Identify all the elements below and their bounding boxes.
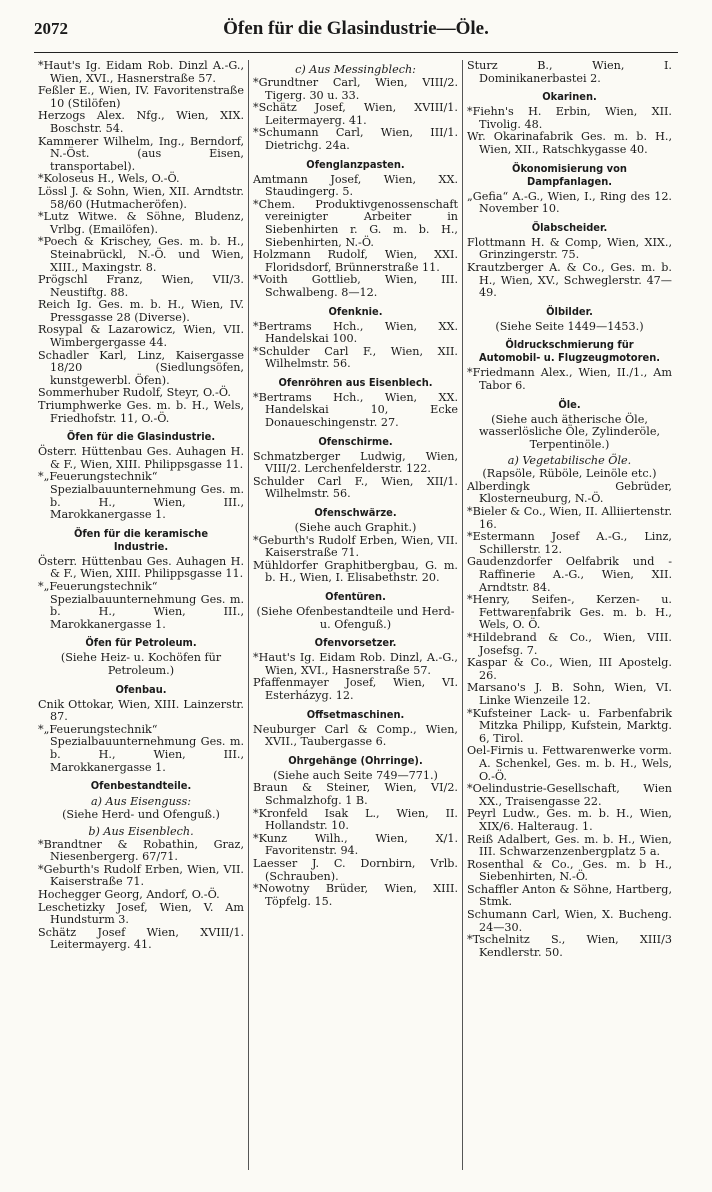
- section-heading: Ohrgehänge (Ohrringe).: [288, 753, 423, 767]
- directory-entry: Österr. Hüttenbau Ges. Auhagen H. & F., Wien, XIII. Philippsgasse 11.: [38, 554, 244, 581]
- directory-entry: Gaudenzdorfer Oelfabrik und -Raffinerie A.-G., Wien, XII. Arndtstr. 84.: [467, 555, 672, 594]
- section-heading: Ofenröhren aus Eisenblech.: [278, 375, 433, 389]
- directory-entry: *Grundtner Carl, Wien, VIII/2. Tigerg. 30 u. 33.: [253, 76, 458, 102]
- running-title: Öfen für die Glasindustrie—Öle.: [223, 18, 489, 39]
- section-heading: Ofenbau.: [115, 682, 167, 696]
- note: (Siehe auch Seite 749—771.): [273, 768, 438, 782]
- column-middle: [248, 60, 462, 1170]
- directory-entry: Laesser J. C. Dornbirn, Vrlb. (Schrauben).: [253, 856, 458, 883]
- section-heading: Ökonomisierung von Dampfanlagen.: [512, 161, 627, 188]
- directory-entry: Sommerhuber Rudolf, Steyr, O.-Ö.: [38, 386, 231, 400]
- directory-entry: Feßler E., Wien, IV. Favoritenstraße 10 (Stilöfen): [38, 84, 244, 110]
- directory-entry: *Bertrams Hch., Wien, XX. Handelskai 10, Ecke Donaueschingenstr. 27.: [253, 390, 458, 430]
- directory-entry: Schaffler Anton & Söhne, Hartberg, Stmk.: [467, 882, 672, 909]
- directory-entry: Holzmann Rudolf, Wien, XXI. Floridsdorf, Brünnerstraße 11.: [253, 248, 458, 274]
- directory-entry: Schmatzberger Ludwig, Wien, VIII/2. Lerchenfelderstr. 122.: [253, 449, 458, 476]
- directory-entry: *Haut's Ig. Eidam Rob. Dinzl, A.-G., Wien, XVI., Hasnerstraße 57.: [253, 651, 458, 677]
- directory-entry: *Kronfeld Isak L., Wien, II. Hollandstr. 10.: [253, 806, 458, 833]
- directory-entry: *„Feuerungstechnik“ Spezialbauunternehmung Ges. m. b. H., Wien, III., Marokkanergasse 1.: [38, 722, 244, 774]
- directory-entry: Braun & Steiner, Wien, VI/2. Schmalzhofg. 1 B.: [253, 781, 458, 807]
- directory-entry: Sturz B., Wien, I. Dominikanerbastei 2.: [467, 60, 672, 85]
- directory-entry: *Kufsteiner Lack- u. Farbenfabrik Mitzka Philipp, Kufstein, Marktg. 6, Tirol.: [467, 706, 672, 745]
- directory-entry: Schumann Carl, Wien, X. Bucheng. 24—30.: [467, 908, 672, 934]
- directory-entry: Österr. Hüttenbau Ges. Auhagen H. & F., Wien, XIII. Philippsgasse 11.: [38, 445, 244, 471]
- section-heading: Ofenknie.: [328, 304, 383, 318]
- column-left: [34, 60, 248, 1170]
- directory-entry: *Nowotny Brüder, Wien, XIII. Töpfelg. 15.: [253, 882, 458, 908]
- directory-entry: *Henry, Seifen-, Kerzen- u. Fettwarenfabrik Ges. m. b. H., Wels, O. Ö.: [467, 593, 672, 632]
- directory-entry: Kammerer Wilhelm, Ing., Berndorf, N.-Öst. (aus Eisen, transportabel).: [38, 134, 244, 173]
- directory-entry: Schadler Karl, Linz, Kaisergasse 18/20 (Siedlungsöfen, kunstgewerbl. Öfen).: [38, 348, 244, 387]
- subsection-heading: b) Aus Eisenblech.: [88, 824, 194, 838]
- section-heading: Öfen für Petroleum.: [85, 636, 197, 650]
- note: (Siehe Herd- und Ofenguß.): [62, 808, 220, 822]
- section-heading: Öldruckschmierung für Automobil- u. Flugzeugmotoren.: [478, 338, 661, 365]
- directory-entry: *Friedmann Alex., Wien, II./1., Am Tabor 6.: [467, 366, 672, 392]
- directory-entry: Rosypal & Lazarowicz, Wien, VII. Wimbergergasse 44.: [38, 323, 244, 350]
- directory-entry: Mühldorfer Graphitbergbau, G. m. b. H., Wien, I. Elisabethstr. 20.: [253, 558, 458, 585]
- directory-entry: Neuburger Carl & Comp., Wien, XVII., Taubergasse 6.: [253, 722, 458, 749]
- subsection-heading: c) Aus Messingblech:: [295, 63, 416, 76]
- directory-entry: *Brandtner & Robathin, Graz, Niesenbergerg. 67/71.: [38, 837, 244, 864]
- directory-entry: *Lutz Witwe. & Söhne, Bludenz, Vrlbg. (Emailöfen).: [38, 210, 244, 236]
- directory-entry: Alberdingk Gebrüder, Klosterneuburg, N.-Ö.: [467, 479, 672, 506]
- directory-entry: Cnik Ottokar, Wien, XIII. Lainzerstr. 87.: [38, 697, 244, 724]
- section-heading: Okarinen.: [542, 90, 597, 104]
- directory-entry: Leschetizky Josef, Wien, V. Am Hundsturm 3.: [38, 900, 244, 927]
- directory-entry: *Schulder Carl F., Wien, XII. Wilhelmstr. 56.: [253, 344, 458, 371]
- directory-entry: Peyrl Ludw., Ges. m. b. H., Wien, XIX/6. Halteraug. 1.: [467, 807, 672, 833]
- directory-entry: Hochegger Georg, Andorf, O.-Ö.: [38, 888, 220, 902]
- subsection-heading: a) Vegetabilische Öle.: [507, 454, 632, 468]
- note: (Siehe Ofenbestandteile und Herd- u. Ofenguß.): [256, 605, 455, 631]
- directory-entry: Amtmann Josef, Wien, XX. Staudingerg. 5.: [253, 172, 458, 199]
- section-heading: Ölabscheider.: [531, 220, 608, 234]
- directory-entry: *„Feuerungstechnik“ Spezialbauunternehmung Ges. m. b. H., Wien, III., Marokkanergasse 1.: [38, 579, 244, 631]
- section-heading: Ofenglanzpasten.: [306, 157, 405, 171]
- directory-entry: *Schumann Carl, Wien, III/1. Dietrichg. 24a.: [253, 126, 458, 152]
- directory-entry: Wr. Okarinafabrik Ges. m. b. H., Wien, XII., Ratschkygasse 40.: [467, 130, 672, 156]
- header-rule: [34, 52, 678, 53]
- note: (Siehe auch ätherische Öle, wasserlösliche Öle, Zylinderöle, Terpentinöle.): [478, 412, 661, 451]
- directory-entry: Krautzberger A. & Co., Ges. m. b. H., Wien, XV., Schweglerstr. 47—49.: [467, 260, 672, 300]
- section-heading: Öle.: [558, 397, 581, 411]
- directory-entry: „Gefia“ A.-G., Wien, I., Ring des 12. November 10.: [467, 189, 672, 216]
- note: (Siehe Seite 1449—1453.): [495, 319, 644, 333]
- note: (Siehe Heiz- u. Kochöfen für Petroleum.): [60, 651, 222, 677]
- section-heading: Ofenschwärze.: [314, 506, 397, 520]
- directory-entry: Kaspar & Co., Wien, III Apostelg. 26.: [467, 656, 672, 682]
- directory-entry: Triumphwerke Ges. m. b. H., Wels, Friedhofstr. 11, O.-Ö.: [38, 399, 244, 425]
- directory-entry: Rosenthal & Co., Ges. m. b H., Siebenhirten, N.-Ö.: [467, 857, 672, 884]
- directory-entry: *Hildebrand & Co., Wien, VIII. Josefsg. 7.: [467, 631, 672, 657]
- directory-entry: Flottmann H. & Comp, Wien, XIX., Grinzingerstr. 75.: [467, 235, 672, 262]
- page-number: 2072: [34, 19, 68, 38]
- directory-entry: *Bieler & Co., Wien, II. Alliiertenstr. 16.: [467, 505, 672, 531]
- directory-entry: *Koloseus H., Wels, O.-Ö.: [38, 172, 180, 186]
- directory-entry: Reiß Adalbert, Ges. m. b. H., Wien, III. Schwarzenzenbergplatz 5 a.: [467, 832, 672, 859]
- directory-entry: *Estermann Josef A.-G., Linz, Schillerstr. 12.: [467, 530, 672, 556]
- directory-entry: *Chem. Produktivgenossenschaft vereinigter Arbeiter in Siebenhirten r. G. m. b. H., Siebenhirten, N.-Ö.: [253, 197, 458, 249]
- directory-entry: Lössl J. & Sohn, Wien, XII. Arndtstr. 58/60 (Hutmacheröfen).: [38, 184, 244, 211]
- directory-entry: Pfaffenmayer Josef, Wien, VI. Esterházyg. 12.: [253, 676, 458, 702]
- section-heading: Ofenvorsetzer.: [314, 636, 397, 650]
- directory-entry: Schulder Carl F., Wien, XII/1. Wilhelmstr. 56.: [253, 474, 458, 501]
- column-right: [462, 60, 676, 1170]
- section-heading: Ofentüren.: [325, 590, 386, 603]
- subsection-heading: a) Aus Eisenguss:: [90, 795, 192, 809]
- directory-entry: Herzogs Alex. Nfg., Wien, XIX. Boschstr. 54.: [38, 109, 244, 135]
- directory-entry: *„Feuerungstechnik“ Spezialbauunternehmung Ges. m. b. H., Wien, III., Marokkanergasse 1.: [38, 470, 244, 522]
- directory-entry: *Oelindustrie-Gesellschaft, Wien XX., Traisengasse 22.: [467, 782, 672, 808]
- directory-entry: *Tschelnitz S., Wien, XIII/3 Kendlerstr. 50.: [467, 933, 672, 959]
- directory-entry: Prögschl Franz, Wien, VII/3. Neustiftg. 88.: [38, 273, 244, 299]
- directory-entry: *Haut's Ig. Eidam Rob. Dinzl A.-G., Wien, XVI., Hasnerstraße 57.: [38, 60, 244, 85]
- directory-entry: Oel-Firnis u. Fettwarenwerke vorm. A. Schenkel, Ges. m. b. H., Wels, O.-Ö.: [467, 744, 672, 783]
- note: (Rapsöle, Rüböle, Leinöle etc.): [482, 467, 657, 481]
- note: (Siehe auch Graphit.): [294, 521, 417, 535]
- section-heading: Ofenbestandteile.: [90, 779, 192, 793]
- section-heading: Ölbilder.: [546, 304, 593, 318]
- directory-entry: *Schätz Josef, Wien, XVIII/1. Leitermayerg. 41.: [253, 101, 458, 127]
- directory-entry: *Bertrams Hch., Wien, XX. Handelskai 100.: [253, 319, 458, 346]
- directory-entry: Schätz Josef Wien, XVIII/1. Leitermayerg. 41.: [38, 925, 244, 952]
- directory-entry: *Geburth's Rudolf Erben, Wien, VII. Kaiserstraße 71.: [253, 533, 458, 560]
- section-heading: Öfen für die Glasindustrie.: [66, 430, 216, 444]
- section-heading: Ofenschirme.: [318, 434, 393, 448]
- directory-entry: *Poech & Krischey, Ges. m. b. H., Steinabrückl, N.-Ö. und Wien, XIII., Maxingstr. 8.: [38, 235, 244, 274]
- directory-columns: [34, 60, 676, 1170]
- directory-entry: *Kunz Wilh., Wien, X/1. Favoritenstr. 94.: [253, 831, 458, 858]
- section-heading: Offsetmaschinen.: [306, 707, 405, 721]
- directory-entry: Marsano's J. B. Sohn, Wien, VI. Linke Wienzeile 12.: [467, 681, 672, 707]
- directory-entry: Reich Ig. Ges. m. b. H., Wien, IV. Pressgasse 28 (Diverse).: [38, 298, 244, 324]
- section-heading: Öfen für die keramische Industrie.: [73, 526, 209, 553]
- directory-entry: *Fiehn's H. Erbin, Wien, XII. Tivolig. 48.: [467, 105, 672, 131]
- directory-entry: *Voith Gottlieb, Wien, III. Schwalbeng. 8—12.: [253, 273, 458, 299]
- directory-entry: *Geburth's Rudolf Erben, Wien, VII. Kaiserstraße 71.: [38, 862, 244, 889]
- page-header: [34, 14, 678, 44]
